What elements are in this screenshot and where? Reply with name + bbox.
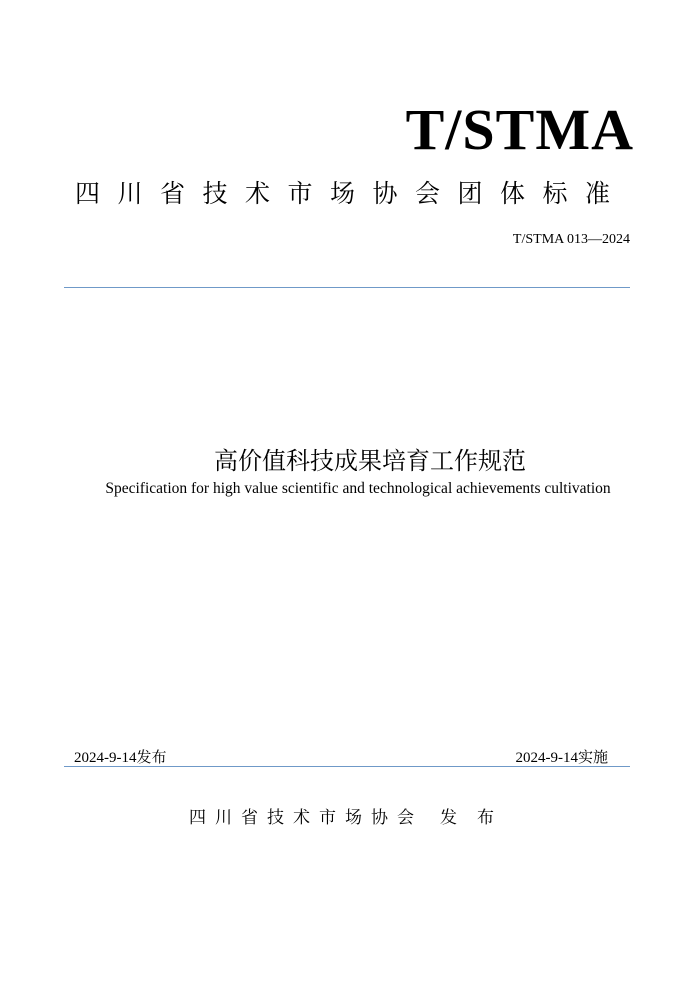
standard-code-logo: T/STMA bbox=[405, 97, 634, 162]
issue-date: 2024-9-14发布 bbox=[74, 750, 167, 766]
standard-number: T/STMA 013—2024 bbox=[512, 232, 630, 247]
publisher-name: 四川省技术市场协会 bbox=[189, 808, 423, 828]
document-title-english: Specification for high value scientific and technological achievements cultivation bbox=[105, 480, 611, 497]
top-divider-line bbox=[64, 287, 630, 288]
implementation-date: 2024-9-14实施 bbox=[515, 750, 608, 766]
bottom-divider-line bbox=[64, 766, 630, 767]
document-title-chinese: 高价值科技成果培育工作规范 bbox=[214, 447, 526, 475]
publish-label: 发布 bbox=[440, 808, 514, 828]
organization-standard-heading: 四川省技术市场协会团体标准 bbox=[75, 179, 628, 208]
